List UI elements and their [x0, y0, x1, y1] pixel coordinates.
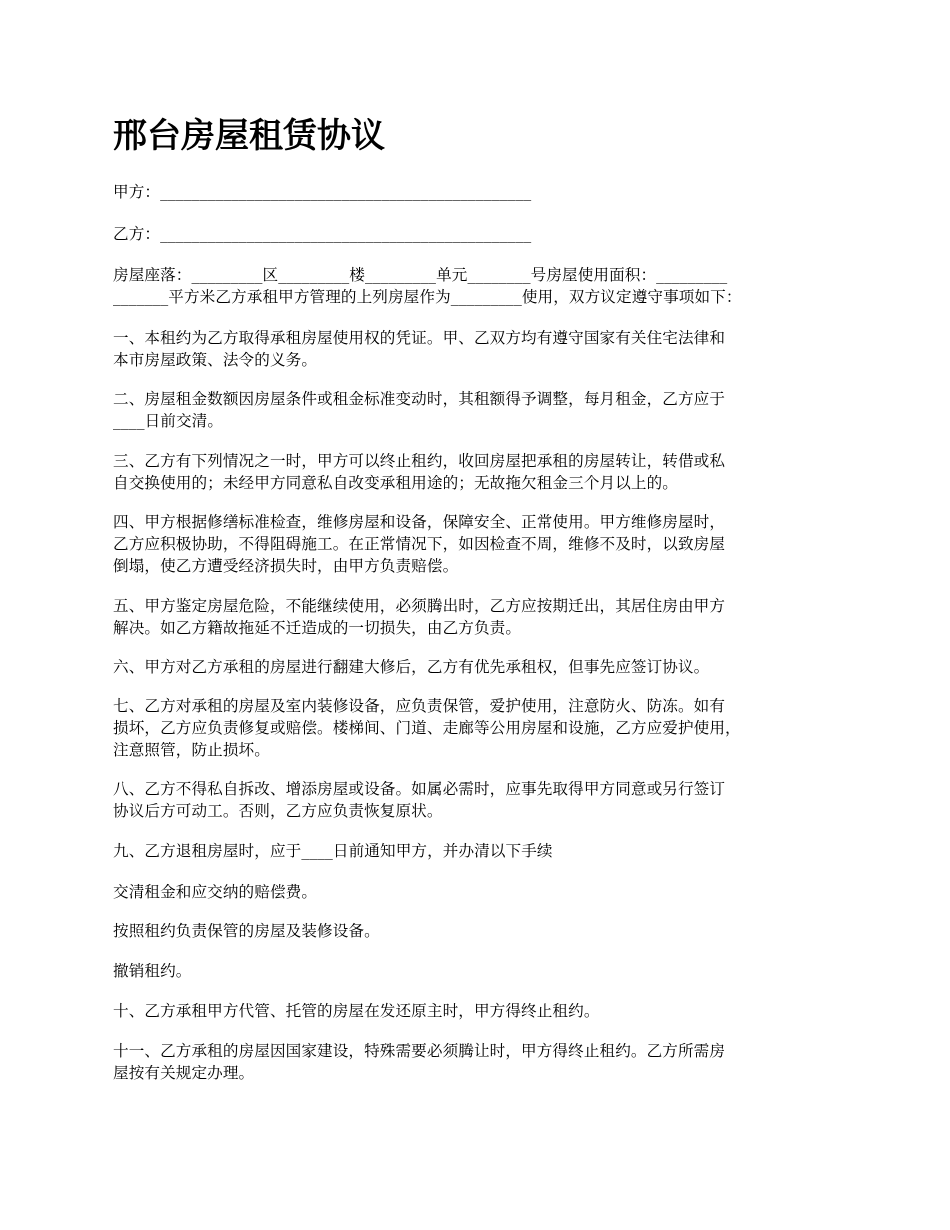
paragraph-line: 三、乙方有下列情况之一时，甲方可以终止租约，收回房屋把承租的房屋转让，转借或私: [113, 452, 726, 470]
party-b-line: [113, 223, 851, 245]
clause-9: [113, 840, 851, 862]
clause-9-item-3: [113, 960, 851, 982]
clause-10: [113, 1000, 851, 1022]
party-b-text: 乙方：_______________________________________________: [113, 225, 532, 243]
paragraph-line: 九、乙方退租房屋时，应于____日前通知甲方，并办清以下手续: [113, 842, 553, 860]
paragraph-line: ____日前交清。: [113, 412, 224, 430]
clause-11: [113, 1040, 851, 1084]
paragraph-line: 六、甲方对乙方承租的房屋进行翻建大修后，乙方有优先承租权，但事先应签订协议。: [113, 658, 710, 676]
paragraph-line: 十、乙方承租甲方代管、托管的房屋在发还原主时，甲方得终止租约。: [113, 1002, 600, 1020]
clause-9-item-1: [113, 881, 851, 903]
document-title: 邢台房屋租赁协议: [113, 116, 385, 156]
clause-3: [113, 450, 851, 494]
clause-9-item-2: [113, 920, 851, 942]
paragraph-line: 解决。如乙方籍故拖延不迁造成的一切损失，由乙方负责。: [113, 619, 522, 637]
clause-2: [113, 388, 851, 432]
paragraph-line: _______平方米乙方承租甲方管理的上列房屋作为_________使用，双方议定遵守事项如下：: [113, 288, 742, 306]
paragraph-line: 协议后方可动工。否则，乙方应负责恢复原状。: [113, 802, 443, 820]
paragraph-line: 损坏，乙方应负责修复或赔偿。楼梯间、门道、走廊等公用房屋和设施，乙方应爱护使用，: [113, 719, 741, 737]
paragraph-line: 八、乙方不得私自拆改、增添房屋或设备。如属必需时，应事先取得甲方同意或另行签订: [113, 780, 726, 798]
paragraph-line: 五、甲方鉴定房屋危险，不能继续使用，必须腾出时，乙方应按期迁出，其居住房由甲方: [113, 597, 726, 615]
paragraph-line: 一、本租约为乙方取得承租房屋使用权的凭证。甲、乙双方均有遵守国家有关住宅法律和: [113, 329, 726, 347]
clause-5: [113, 595, 851, 639]
paragraph-line: 撤销租约。: [113, 962, 192, 980]
paragraph-line: 房屋座落：_________区_________楼_________单元________号房屋使用面积：_________: [113, 266, 728, 284]
paragraph-line: 十一、乙方承租的房屋因国家建设，特殊需要必须腾让时，甲方得终止租约。乙方所需房: [113, 1042, 726, 1060]
paragraph-line: 二、房屋租金数额因房屋条件或租金标准变动时，其租额得予调整，每月租金，乙方应于: [113, 390, 726, 408]
paragraph-line: 乙方应积极协助，不得阻碍施工。在正常情况下，如因检查不周，维修不及时，以致房屋: [113, 535, 726, 553]
clause-6: [113, 656, 851, 678]
paragraph-line: 自交换使用的；未经甲方同意私自改变承租用途的；无故拖欠租金三个月以上的。: [113, 474, 678, 492]
clause-4: [113, 511, 851, 577]
paragraph-line: 屋按有关规定办理。: [113, 1064, 255, 1082]
clause-7: [113, 695, 851, 761]
paragraph-line: 按照租约负责保管的房屋及装修设备。: [113, 922, 380, 940]
clause-8: [113, 778, 851, 822]
property-location-paragraph: [113, 264, 851, 308]
paragraph-line: 本市房屋政策、法令的义务。: [113, 351, 318, 369]
paragraph-line: 交清租金和应交纳的赔偿费。: [113, 883, 318, 901]
clause-1: [113, 327, 851, 371]
paragraph-line: 注意照管，防止损坏。: [113, 741, 270, 759]
party-a-line: [113, 181, 851, 203]
paragraph-line: 四、甲方根据修缮标准检查，维修房屋和设备，保障安全、正常使用。甲方维修房屋时，: [113, 513, 726, 531]
paragraph-line: 倒塌，使乙方遭受经济损失时，由甲方负责赔偿。: [113, 557, 459, 575]
paragraph-line: 七、乙方对承租的房屋及室内装修设备，应负责保管，爱护使用，注意防火、防冻。如有: [113, 697, 726, 715]
party-a-text: 甲方：_______________________________________________: [113, 183, 532, 201]
